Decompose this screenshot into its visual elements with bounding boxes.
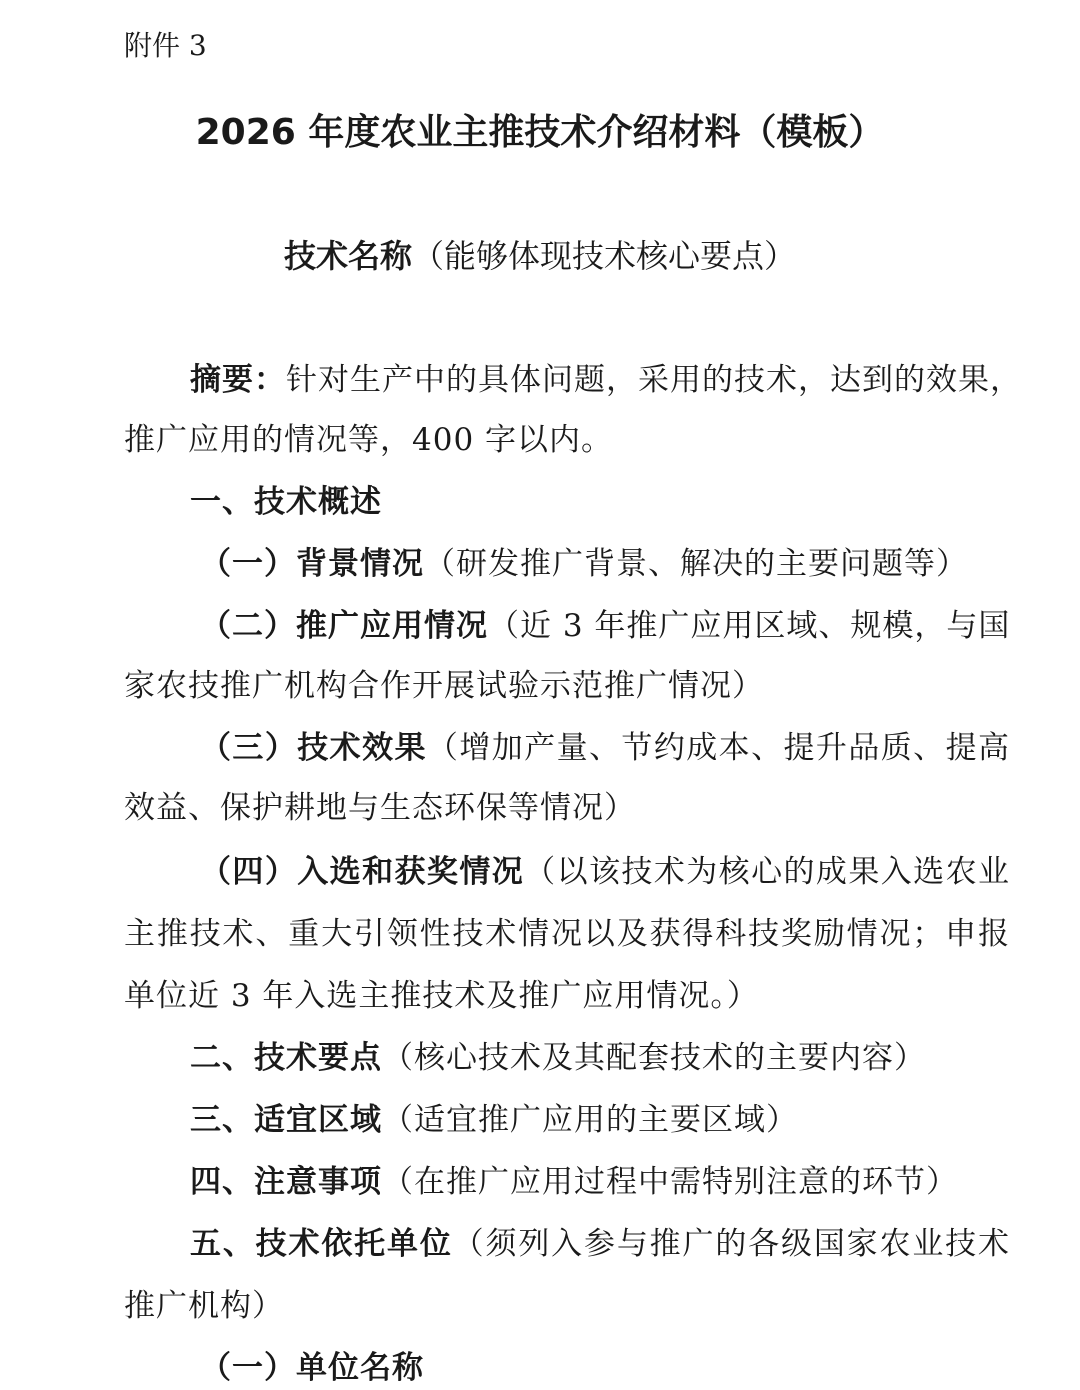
- section-3-note: （适宜推广应用的主要区域）: [382, 1102, 798, 1138]
- section-3: [190, 1098, 1010, 1142]
- section-3-title: 三、适宜区域: [190, 1102, 382, 1138]
- section-1-4-title: （四）入选和获奖情况: [200, 854, 525, 890]
- section-1-4-line-1: [200, 850, 1010, 894]
- section-1-2-line-2: 家农技推广机构合作开展试验示范推广情况）: [124, 668, 764, 704]
- abstract-line-2: 推广应用的情况等，400 字以内。: [124, 422, 614, 458]
- section-1-1-note: （研发推广背景、解决的主要问题等）: [424, 546, 968, 582]
- document-title: 2026 年度农业主推技术介绍材料（模板）: [195, 112, 885, 153]
- section-1-3-title: （三）技术效果: [200, 730, 427, 766]
- section-1-2-title: （二）推广应用情况: [200, 608, 488, 644]
- section-2-note: （核心技术及其配套技术的主要内容）: [382, 1040, 926, 1076]
- section-5-1-title: （一）单位名称: [200, 1350, 424, 1386]
- section-1-2-note-1: （近 3 年推广应用区域、规模，与国: [488, 608, 1011, 644]
- section-1-1-title: （一）背景情况: [200, 546, 424, 582]
- attachment-label: 附件 3: [124, 29, 207, 62]
- section-5-line-1: [190, 1222, 1010, 1266]
- section-4: [190, 1160, 1010, 1204]
- section-2: [190, 1036, 1010, 1080]
- section-2-title: 二、技术要点: [190, 1040, 382, 1076]
- section-5-note-1: （须列入参与推广的各级国家农业技术: [452, 1226, 1011, 1262]
- section-5-title: 五、技术依托单位: [190, 1226, 453, 1262]
- section-1-3-note-1: （增加产量、节约成本、提升品质、提高: [426, 730, 1011, 766]
- section-1-3-line-2: 效益、保护耕地与生态环保等情况）: [124, 790, 636, 826]
- section-1-4-line-2: 主推技术、重大引领性技术情况以及获得科技奖励情况；申报: [124, 916, 1010, 952]
- section-4-note: （在推广应用过程中需特别注意的环节）: [382, 1164, 958, 1200]
- tech-name-line: [0, 232, 1080, 280]
- section-5-1: [200, 1346, 1010, 1390]
- section-4-title: 四、注意事项: [190, 1164, 382, 1200]
- section-1-3-line-1: [200, 726, 1010, 770]
- abstract-line-1: [190, 358, 1022, 402]
- tech-name-label: 技术名称: [283, 237, 412, 275]
- section-1-1: [200, 542, 1010, 586]
- section-1-4-line-3: 单位近 3 年入选主推技术及推广应用情况。）: [124, 978, 759, 1014]
- section-1-heading: 一、技术概述: [190, 484, 382, 520]
- section-1-2-line-1: [200, 604, 1010, 648]
- abstract-label: 摘要：: [190, 362, 286, 398]
- section-5-line-2: 推广机构）: [124, 1288, 284, 1324]
- tech-name-note: （能够体现技术核心要点）: [412, 237, 797, 275]
- section-1-4-note-1: （以该技术为核心的成果入选农业: [524, 854, 1011, 890]
- abstract-text-1: 针对生产中的具体问题，采用的技术，达到的效果，: [286, 362, 1022, 398]
